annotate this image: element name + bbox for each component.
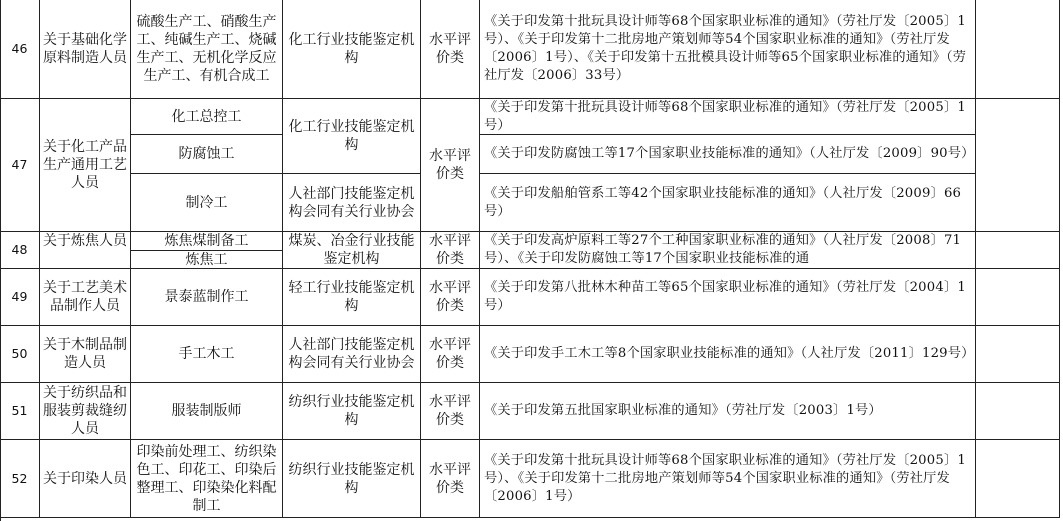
category-text: 关于基础化学原料制造人员 bbox=[43, 32, 127, 66]
org-text: 人社部门技能鉴定机构会同有关行业协会 bbox=[288, 337, 415, 371]
category-text: 关于化工产品生产通用工艺人员 bbox=[43, 139, 127, 191]
org-text: 煤炭、冶金行业技能鉴定机构 bbox=[288, 233, 415, 267]
standard-text: 《关于印发第五批国家职业标准的通知》（劳社厅发〔2003〕1号） bbox=[484, 403, 882, 418]
standard-text: 《关于印发船舶管系工等42个国家职业技能标准的通知》（人社厅发〔2009〕66号） bbox=[484, 185, 962, 219]
job-text: 防腐蚀工 bbox=[178, 146, 235, 162]
blank-cell bbox=[976, 440, 1060, 518]
standard-cell bbox=[480, 99, 976, 135]
eval-cell bbox=[421, 232, 480, 269]
job-cell bbox=[131, 0, 283, 99]
standard-text: 《关于印发防腐蚀工等17个国家职业技能标准的通知》（人社厅发〔2009〕90号） bbox=[484, 146, 975, 161]
eval-text: 水平评价类 bbox=[429, 337, 471, 371]
eval-text: 水平评价类 bbox=[429, 233, 471, 267]
standard-cell bbox=[480, 440, 976, 518]
job-text: 硫酸生产工、硝酸生产工、纯碱生产工、烧碱生产工、无机化学反应生产工、有机合成工 bbox=[136, 14, 277, 84]
standard-cell bbox=[480, 174, 976, 232]
category-cell bbox=[40, 269, 131, 326]
org-cell bbox=[283, 99, 421, 174]
category-cell bbox=[40, 99, 131, 232]
category-cell bbox=[40, 232, 131, 269]
standard-cell bbox=[480, 383, 976, 440]
eval-text: 水平评价类 bbox=[429, 32, 471, 66]
job-text: 炼焦煤制备工 bbox=[164, 233, 249, 249]
org-text: 纺织行业技能鉴定机构 bbox=[288, 461, 415, 496]
job-text: 印染前处理工、纺织染色工、印花工、印染后整理工、印染染化料配制工 bbox=[136, 443, 277, 514]
row-number: 51 bbox=[0, 383, 40, 440]
category-cell bbox=[40, 383, 131, 440]
standard-text: 《关于印发手工木工等8个国家职业技能标准的通知》（人社厅发〔2011〕129号） bbox=[484, 346, 975, 361]
standard-cell bbox=[480, 269, 976, 326]
org-text: 轻工行业技能鉴定机构 bbox=[288, 280, 415, 314]
eval-text: 水平评价类 bbox=[429, 148, 471, 182]
eval-cell bbox=[421, 99, 480, 232]
job-cell bbox=[131, 99, 283, 135]
standard-cell bbox=[480, 232, 976, 269]
blank-cell bbox=[976, 0, 1060, 99]
job-text: 景泰蓝制作工 bbox=[164, 289, 249, 305]
job-cell bbox=[131, 326, 283, 383]
standard-cell bbox=[480, 0, 976, 99]
org-text: 纺织行业技能鉴定机构 bbox=[288, 394, 415, 428]
row-number: 46 bbox=[0, 0, 40, 99]
org-text: 化工行业技能鉴定机构 bbox=[288, 32, 415, 66]
org-cell bbox=[283, 0, 421, 99]
job-text: 制冷工 bbox=[185, 194, 228, 211]
standard-text: 《关于印发高炉原料工等27个工种国家职业标准的通知》（人社厅发〔2008〕71号）、《关于印发防腐蚀工等17个国家职业技能标准的通 bbox=[484, 233, 962, 266]
job-text: 炼焦工 bbox=[185, 251, 228, 268]
category-text: 关于印染人员 bbox=[43, 470, 127, 487]
eval-cell bbox=[421, 269, 480, 326]
row-number: 48 bbox=[0, 232, 40, 269]
blank-cell bbox=[976, 326, 1060, 383]
org-cell bbox=[283, 174, 421, 232]
category-cell bbox=[40, 0, 131, 99]
category-cell bbox=[40, 326, 131, 383]
job-text: 手工木工 bbox=[178, 346, 235, 362]
job-text: 化工总控工 bbox=[171, 108, 242, 125]
eval-cell bbox=[421, 440, 480, 518]
category-text: 关于纺织品和服装剪裁缝纫人员 bbox=[43, 385, 127, 437]
standard-text: 《关于印发第十批玩具设计师等68个国家职业标准的通知》（劳社厅发〔2005〕1号）、《关于印发第十二批房地产策划师等54个国家职业标准的通知》（劳社厅发〔2006〕1号）、《关于印发第十五批模具设计师等65个国家职业标准的通知》（劳社厅发〔2006〕33号） bbox=[484, 14, 967, 83]
standard-cell bbox=[480, 135, 976, 174]
job-cell bbox=[131, 174, 283, 232]
job-cell bbox=[131, 440, 283, 518]
row-number: 49 bbox=[0, 269, 40, 326]
blank-cell bbox=[976, 232, 1060, 269]
row-number: 47 bbox=[0, 99, 40, 232]
org-cell bbox=[283, 383, 421, 440]
table-left-border bbox=[0, 0, 1, 521]
job-cell bbox=[131, 269, 283, 326]
blank-cell bbox=[976, 269, 1060, 326]
row-number: 50 bbox=[0, 326, 40, 383]
standard-cell bbox=[480, 326, 976, 383]
eval-text: 水平评价类 bbox=[429, 280, 471, 314]
standard-text: 《关于印发第十批玩具设计师等68个国家职业标准的通知》（劳社厅发〔2005〕1号） bbox=[484, 99, 966, 133]
blank-cell bbox=[976, 99, 1060, 232]
eval-text: 水平评价类 bbox=[429, 394, 471, 428]
category-text: 关于木制品制造人员 bbox=[43, 337, 127, 371]
category-text: 关于炼焦人员 bbox=[43, 233, 127, 249]
job-cell bbox=[131, 232, 283, 251]
org-cell bbox=[283, 440, 421, 518]
org-cell bbox=[283, 326, 421, 383]
org-cell bbox=[283, 269, 421, 326]
eval-text: 水平评价类 bbox=[429, 461, 471, 496]
job-cell bbox=[131, 383, 283, 440]
eval-cell bbox=[421, 326, 480, 383]
eval-cell bbox=[421, 0, 480, 99]
blank-cell bbox=[976, 383, 1060, 440]
job-cell bbox=[131, 251, 283, 269]
job-text: 服装制版师 bbox=[171, 403, 242, 419]
standard-text: 《关于印发第八批林木种苗工等65个国家职业标准的通知》（劳社厅发〔2004〕1号） bbox=[484, 280, 966, 313]
org-text: 人社部门技能鉴定机构会同有关行业协会 bbox=[288, 185, 415, 220]
category-cell bbox=[40, 440, 131, 518]
eval-cell bbox=[421, 383, 480, 440]
row-number: 52 bbox=[0, 440, 40, 518]
job-cell bbox=[131, 135, 283, 174]
category-text: 关于工艺美术品制作人员 bbox=[43, 280, 127, 314]
org-cell bbox=[283, 232, 421, 269]
org-text: 化工行业技能鉴定机构 bbox=[288, 119, 415, 153]
standard-text: 《关于印发第十批玩具设计师等68个国家职业标准的通知》（劳社厅发〔2005〕1号）、《关于印发第十二批房地产策划师等54个国家职业标准的通知》（劳社厅发〔2006〕1号） bbox=[484, 452, 966, 504]
